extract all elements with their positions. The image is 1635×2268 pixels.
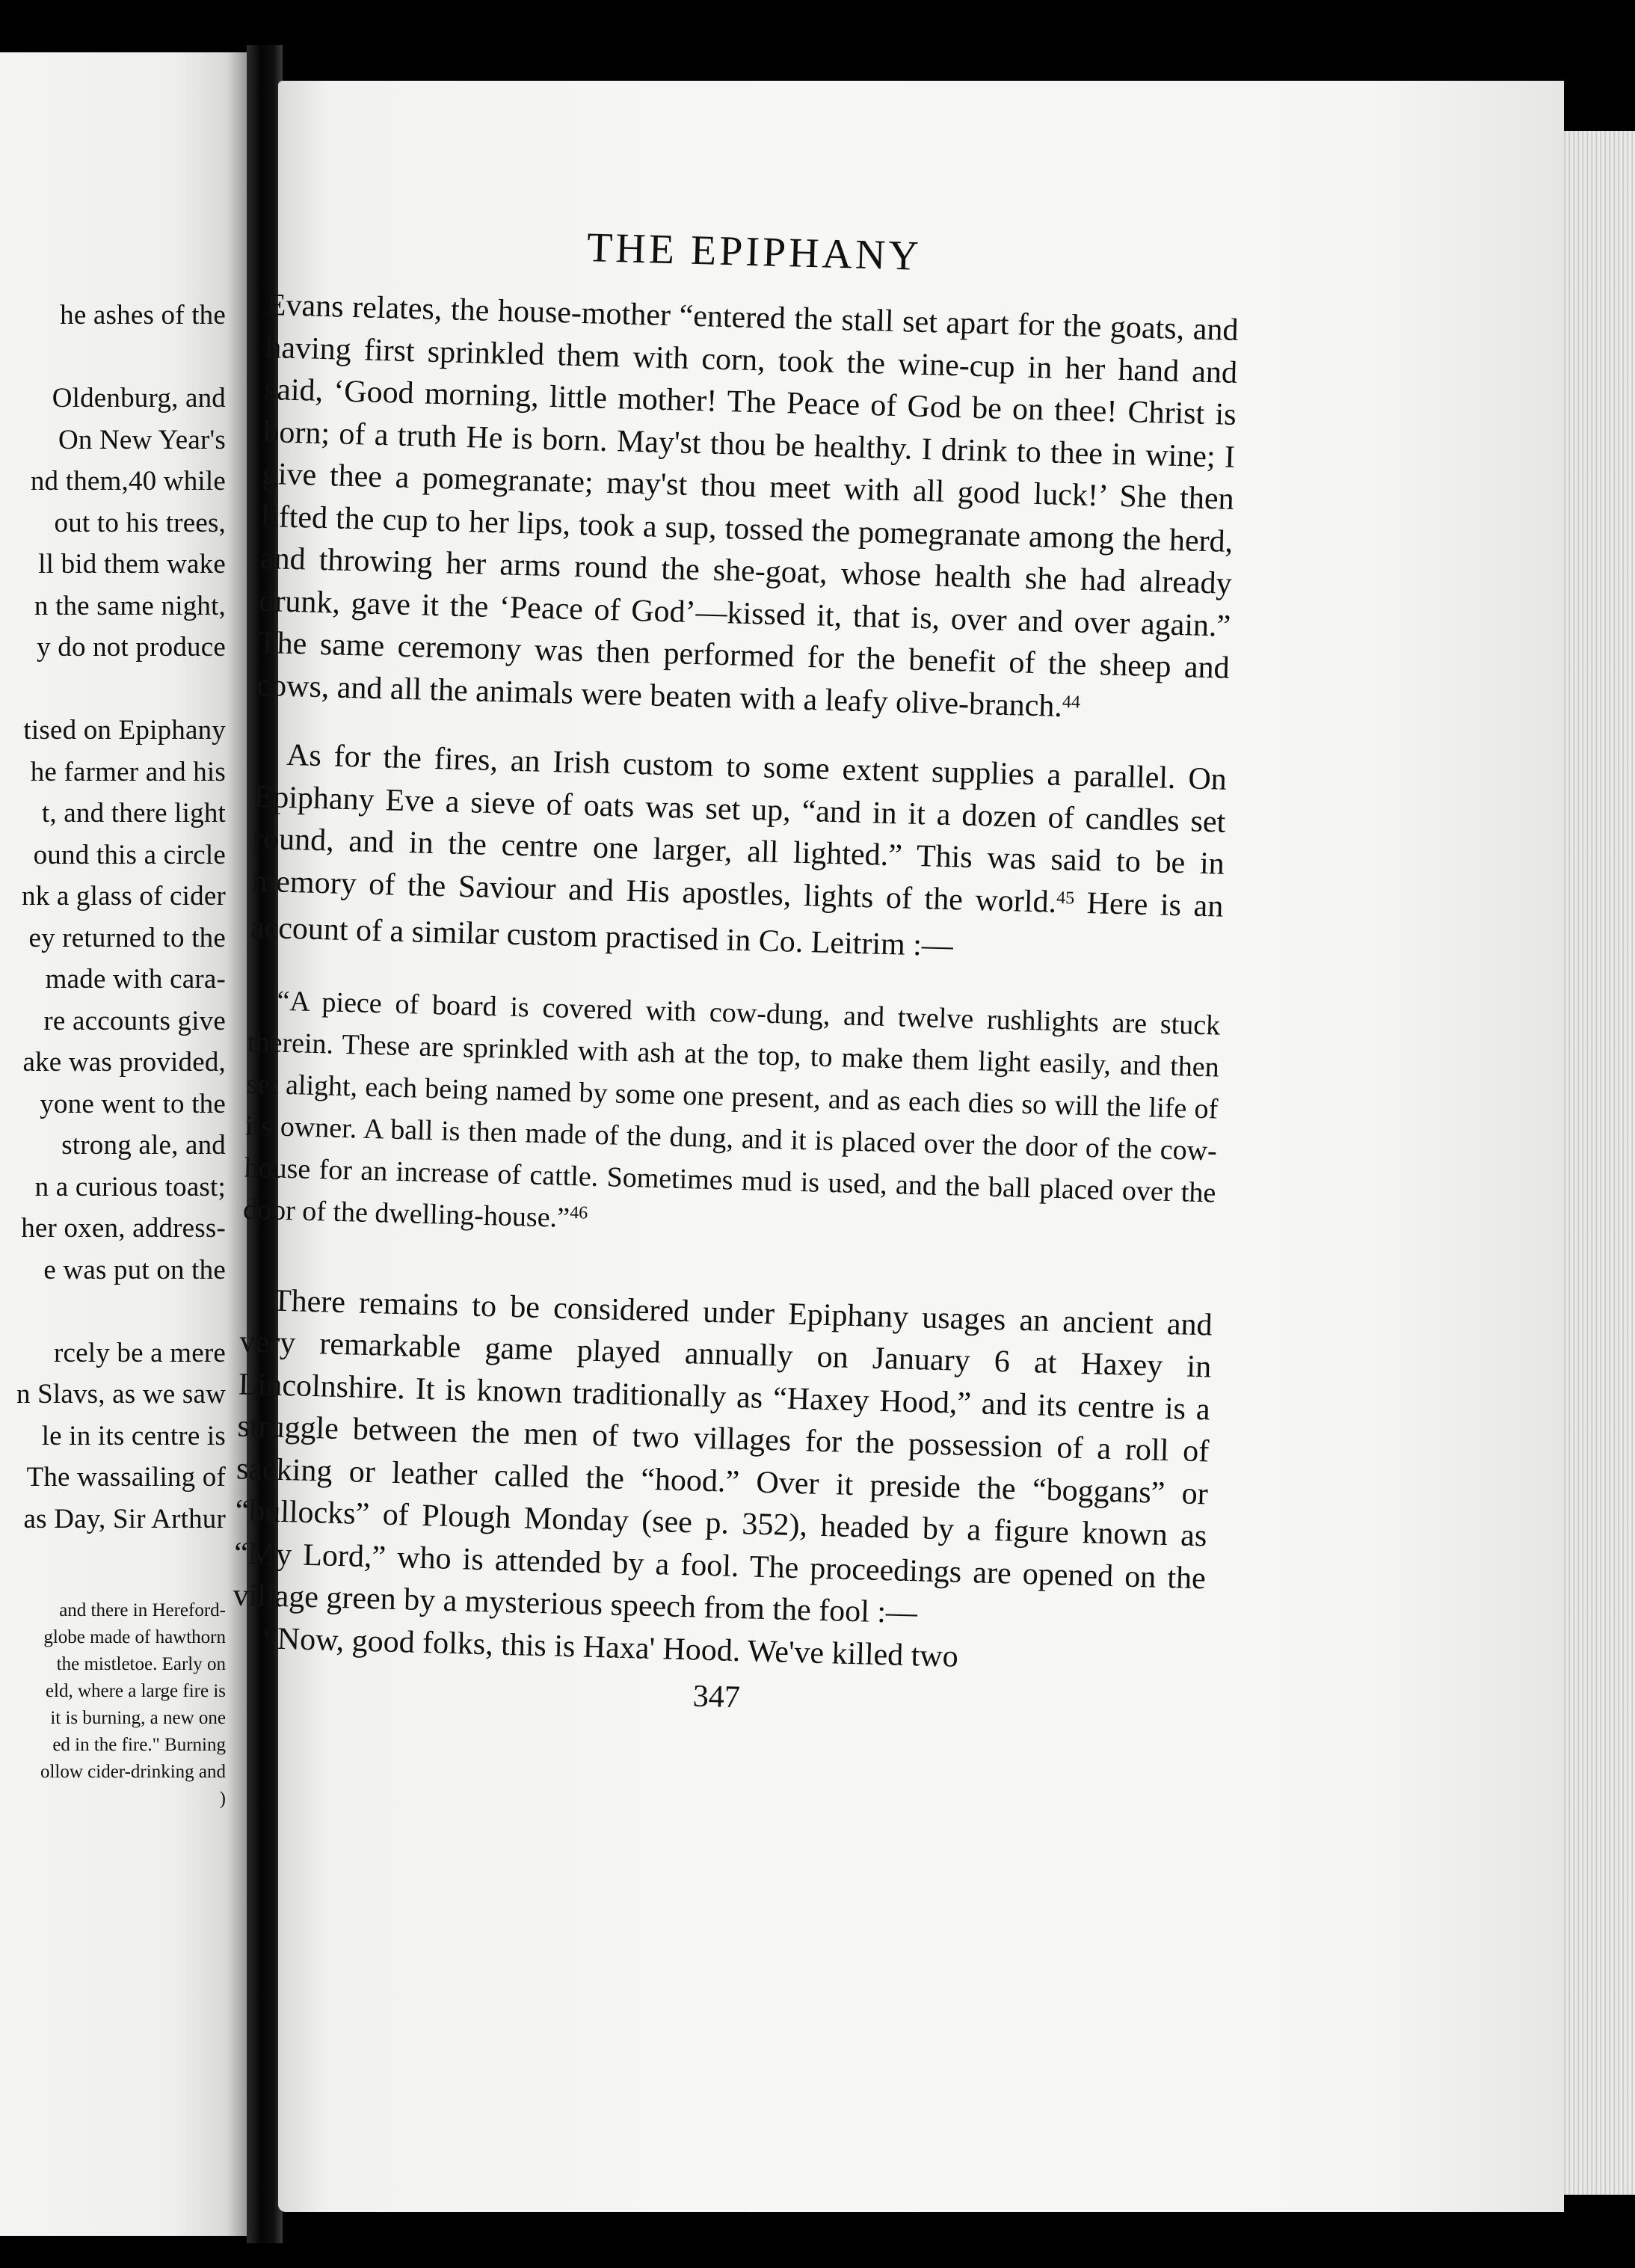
facing-page-footnote-line: eld, where a large fire is — [45, 1681, 226, 1701]
paragraph-4: “Now, good folks, this is Haxa' Hood. We've killed two — [262, 1620, 959, 1674]
facing-page-line: The wassailing of — [26, 1462, 226, 1493]
facing-page-line: nk a glass of cider — [22, 881, 226, 912]
paragraph-3: There remains to be considered under Epiphany usages an ancient and very remarkable game played annually on January 6 at Haxey in Lincolnshire. It is known traditionally as “Haxey Hood,” and its centre is a struggle between the men of two villages for the possession of a roll of sacking or leather called the “hood.” Over it preside the “boggans” or “bullocks” of Plough Monday (see p. 352), headed by a figure known as “My Lord,” who is attended by a fool. The proceedings are opened on the village green by a mysterious speech from the fool :— — [233, 1283, 1213, 1631]
facing-page-line: tised on Epiphany — [23, 715, 226, 746]
facing-page-line: her oxen, address- — [21, 1213, 226, 1244]
facing-page-line: ey returned to the — [28, 922, 226, 953]
facing-page-footnote-line: globe made of hawthorn — [43, 1627, 226, 1647]
facing-page-line: out to his trees, — [54, 507, 226, 538]
facing-page-line: re accounts give — [43, 1005, 226, 1036]
facing-page-line: n the same night, — [34, 590, 226, 621]
paragraph-1-text: Evans relates, the house-mother “entered the stall set apart for the goats, and having first sprinkled them with corn, took the wine-cup in her hand and said, ‘Good morning, little mother! The Peace of God be on thee! Christ is born; of a truth He is born. May'st thou be healthy. I drink to thee in wine; I give thee a pomegranate; may'st thou meet with all good luck!’ She then lifted the cup to her lips, took a sup, tossed the pomegranate among the herd, and throwing her arms round the she-goat, whose health she had already drunk, gave it the ‘Peace of God’—kissed it, that is, over and over again.” The same ceremony was then performed for the benefit of the sheep and cows, and all the animals were beaten with a leafy olive-branch. — [256, 287, 1240, 724]
running-head: THE EPIPHANY — [586, 224, 923, 280]
facing-page-line: t, and there light — [41, 798, 226, 829]
block-quote — [242, 979, 1220, 1259]
facing-page-line: as Day, Sir Arthur — [23, 1503, 226, 1534]
paragraph-2 — [250, 734, 1227, 974]
facing-page-line: Oldenburg, and — [52, 383, 226, 414]
facing-page-footnote-line: and there in Hereford- — [59, 1600, 226, 1620]
facing-page-line: y do not produce — [37, 632, 226, 663]
facing-page-line: n Slavs, as we saw — [16, 1379, 226, 1410]
paragraph-2-text: As for the fires, an Irish custom to some extent supplies a parallel. On Epiphany Eve a sieve of oats was set up, “and in it a dozen of candles set round, and in the centre one larger, all lighted.” This was said to be in memory of the Saviour and His apostles, lights of the world. — [251, 737, 1228, 920]
facing-page-footnote-line: ollow cider-drinking and — [40, 1762, 226, 1782]
footnote-ref-44: 44 — [1062, 692, 1081, 713]
facing-page-footnote-line: ed in the fire." Burning — [52, 1735, 226, 1755]
page-number: 347 — [692, 1679, 741, 1715]
facing-page-line: le in its centre is — [41, 1420, 226, 1451]
facing-page-line: n a curious toast; — [34, 1171, 226, 1202]
facing-page-line: ake was provided, — [22, 1047, 226, 1078]
facing-page-left — [0, 52, 247, 2236]
paragraph-2-tail: Here is an account of a similar custom practised in Co. Leitrim :— — [250, 885, 1224, 964]
facing-page-line: he farmer and his — [30, 756, 226, 787]
footnote-ref-45: 45 — [1056, 888, 1075, 909]
facing-page-line: strong ale, and — [61, 1130, 226, 1161]
facing-page-line: On New Year's — [58, 424, 226, 455]
facing-page-line: ound this a circle — [33, 839, 226, 870]
facing-page-line: e was put on the — [43, 1254, 226, 1285]
footnote-ref-46: 46 — [569, 1202, 588, 1223]
facing-page-line: made with cara- — [45, 964, 226, 995]
facing-page-line: yone went to the — [40, 1088, 226, 1119]
facing-page-line: rcely be a mere — [54, 1337, 226, 1368]
facing-page-line: he ashes of the — [60, 300, 226, 331]
facing-page-footnote-line: the mistletoe. Early on — [56, 1654, 226, 1674]
block-quote-text: “A piece of board is covered with cow-dung, and twelve rushlights are stuck therein. These are sprinkled with ash at the top, to make them light easily, and then set alight, each being named by some one present, and as each dies so will the life of its owner. A ball is then made of the dung, and it is placed over the door of the cow-house for an increase of cattle. Sometimes mud is used, and the ball placed over the door of the dwelling-house.” — [242, 985, 1221, 1234]
facing-page-footnote-line: ) — [219, 1789, 226, 1809]
paragraph-1 — [256, 284, 1240, 737]
facing-page-line: ll bid them wake — [38, 549, 226, 580]
facing-page-line: nd them,40 while — [30, 466, 226, 497]
page-content — [230, 217, 1271, 1728]
facing-page-footnote-line: it is burning, a new one — [50, 1708, 226, 1728]
